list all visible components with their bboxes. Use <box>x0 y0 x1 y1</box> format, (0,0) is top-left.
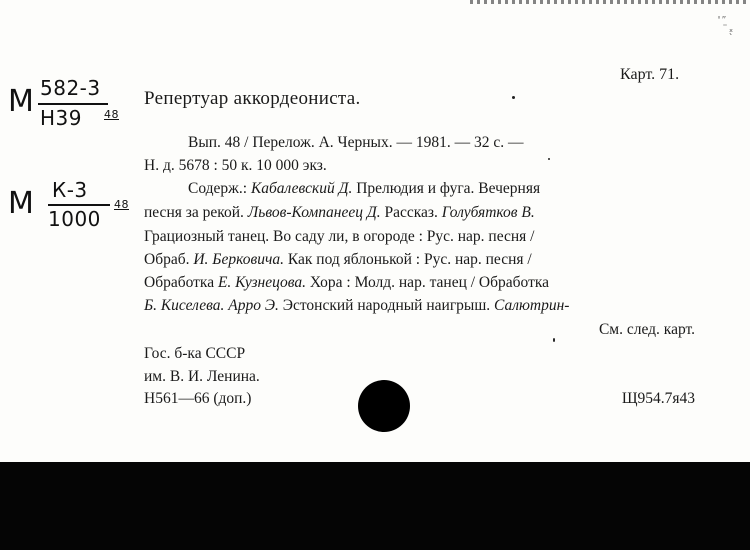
description-line <box>144 297 569 315</box>
speck <box>553 338 555 342</box>
call-number-superscript: 48 <box>104 108 119 121</box>
text-span: Грациозный танец. Во саду ли, в огороде : Рус. нар. песня / <box>144 228 535 245</box>
title: Репертуар аккордеониста. <box>144 88 361 109</box>
text-span: Вып. 48 / Перелож. А. Черных. — 1981. — 32 с. — <box>188 134 524 151</box>
text-span: песня за рекой. <box>144 204 248 221</box>
card-number: Карт. 71. <box>620 66 680 83</box>
description-line <box>188 134 523 152</box>
continued-note: См. след. карт. <box>598 321 695 338</box>
text-span: Как под яблонькой : Рус. нар. песня / <box>283 251 532 268</box>
call-number-rule <box>38 103 108 105</box>
classification-code: Щ954.7я43 <box>621 390 695 407</box>
text-span: Эстонский народный наигрыш. <box>278 297 495 314</box>
call-number-numerator: К-3 <box>52 178 88 202</box>
hole-punch-mark <box>358 380 410 432</box>
call-number-1 <box>6 76 136 136</box>
italic-name: И. Берковича. <box>193 251 284 268</box>
text-span: Рассказ. <box>380 204 442 221</box>
speck <box>548 158 550 160</box>
call-number-prefix: М <box>8 84 35 119</box>
description-line <box>144 228 534 246</box>
italic-name: Салютрин- <box>494 297 570 314</box>
library-line-1: Гос. б-ка СССР <box>144 345 246 362</box>
call-number-prefix: М <box>8 186 35 221</box>
description-line <box>144 274 549 292</box>
text-span: Обраб. <box>144 251 194 268</box>
call-number-superscript: 48 <box>114 198 129 211</box>
description-line <box>144 251 532 269</box>
description-line <box>188 180 540 198</box>
library-line-3: Н561—66 (доп.) <box>144 390 252 407</box>
italic-name: Голубятков В. <box>441 204 535 221</box>
text-span: Прелюдия и фуга. Вечерняя <box>352 180 541 197</box>
italic-name: Кабалевский Д. <box>250 180 353 197</box>
text-span: Хора : Молд. нар. танец / Обработка <box>306 274 550 291</box>
speck <box>512 96 515 99</box>
call-number-numerator: 582-3 <box>40 76 101 100</box>
description-line <box>144 157 327 175</box>
call-number-denominator: 1000 <box>48 207 101 231</box>
italic-name: Львов-Компанеец Д. <box>247 204 381 221</box>
library-line-2: им. В. И. Ленина. <box>144 368 260 385</box>
scan-noise <box>470 0 750 4</box>
scan-noise-corner: 'ʺ ¨ₓ ` <box>716 15 735 44</box>
italic-name: Б. Киселева. Арро Э. <box>144 297 279 314</box>
text-span: Н. д. 5678 : 50 к. 10 000 экз. <box>144 157 327 174</box>
call-number-rule <box>48 204 110 206</box>
description-line <box>144 204 535 222</box>
call-number-2 <box>6 176 136 236</box>
text-span: Обработка <box>144 274 218 291</box>
italic-name: Е. Кузнецова. <box>217 274 307 291</box>
call-number-denominator: Н39 <box>40 106 82 130</box>
scan-border <box>0 462 750 550</box>
text-span: Содерж.: <box>188 180 251 197</box>
